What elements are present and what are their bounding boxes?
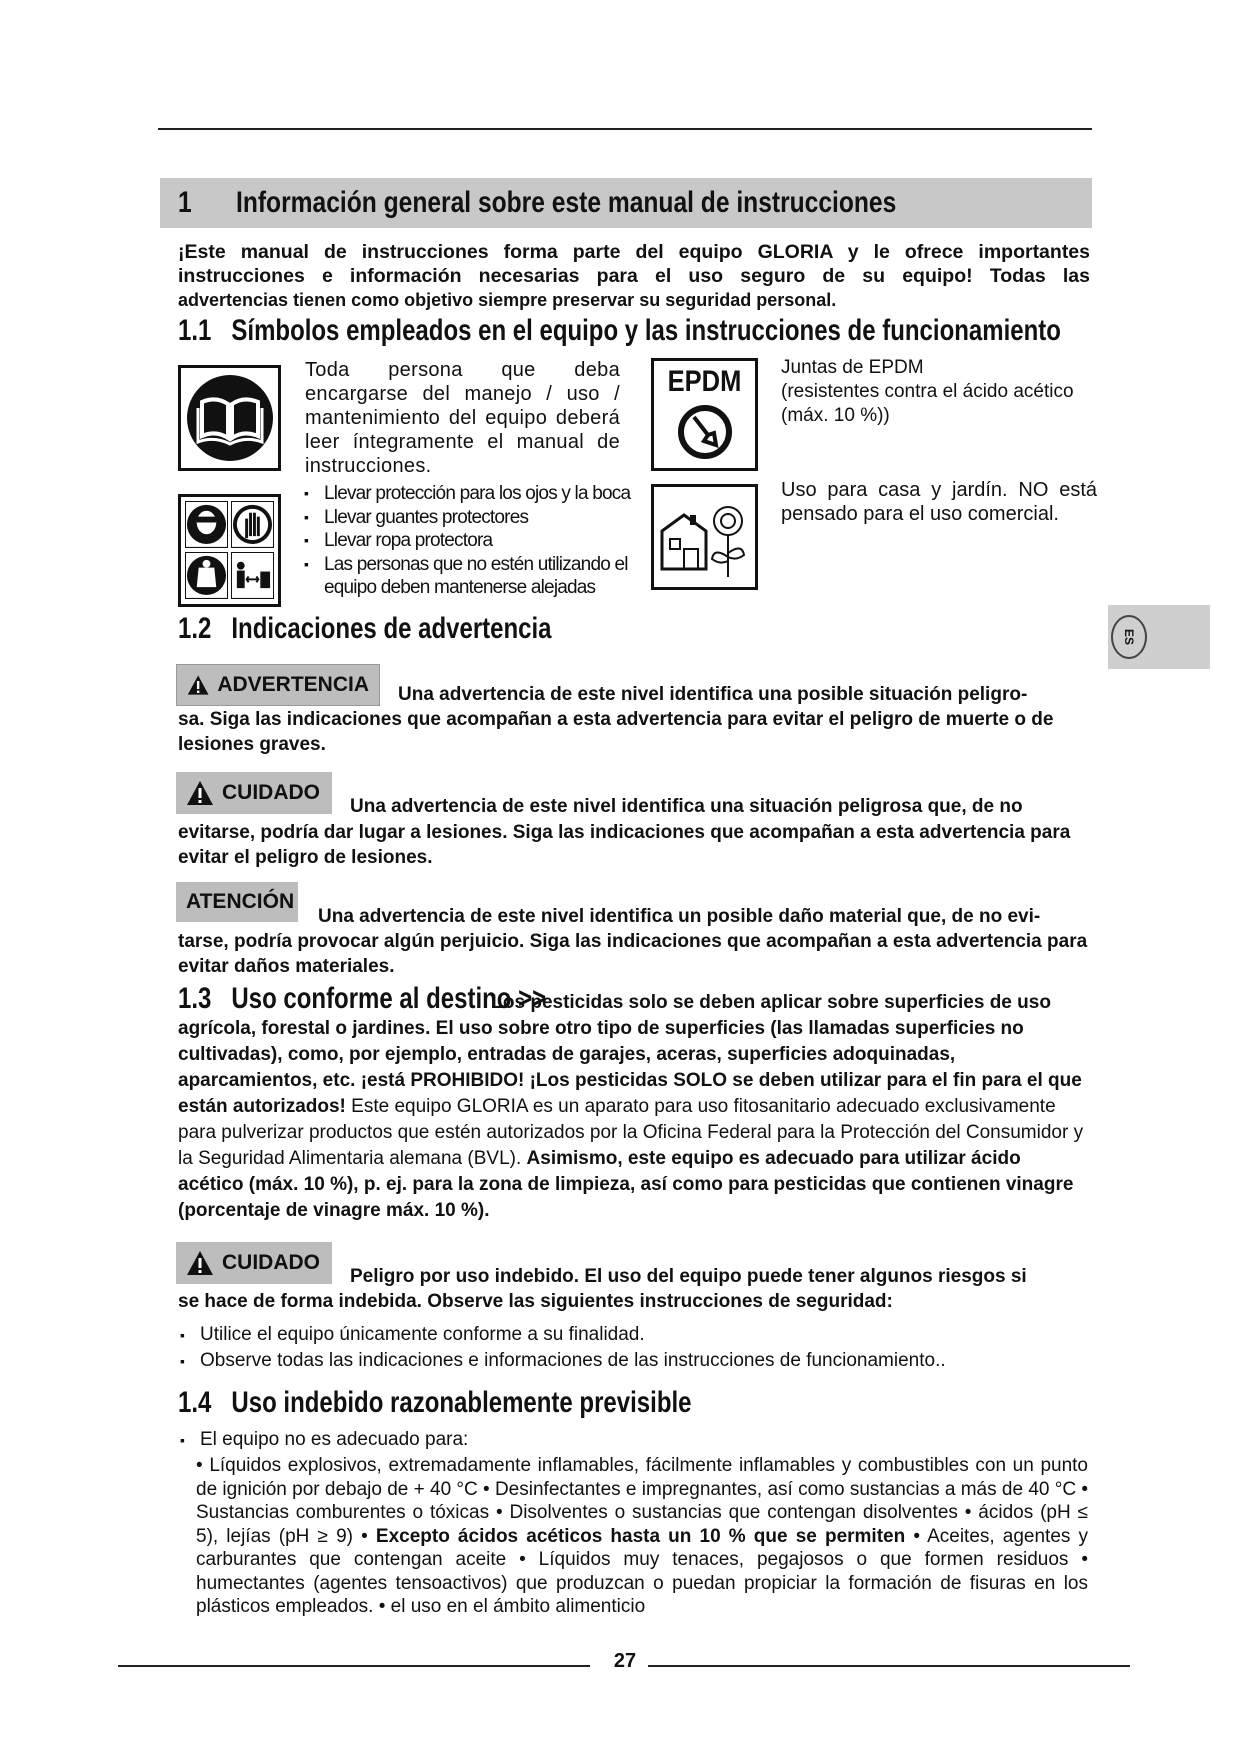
footer-rule-right xyxy=(648,1665,1130,1667)
face-protection-icon xyxy=(185,501,228,548)
page-number: 27 xyxy=(613,1650,637,1672)
read-manual-icon xyxy=(178,365,281,471)
atencion-text-rest: tarse, podría provocar algún perjuicio. Siga las indicaciones que acompañan a esta advertencia para evitar daños materiales. xyxy=(178,931,1088,977)
section-1-3: 1.3 Uso conforme al destino >> Los pesticidas solo se deben aplicar sobre superficies de uso agrícola, forestal o jardines. El uso sobre otro tipo de superficies (las llamadas superficies no cultivadas), como, por ejemplo, entradas de garajes, aceras, superficies adoquinadas, aparcamientos, etc. ¡está PROHIBIDO! ¡Los pesticidas SOLO se deben utilizar para el fin para el que están autorizados! Este equipo GLORIA es un aparato para uso fitosanitario adecuado exclusivamente para pulverizar productos que estén autorizados por la Oficina Federal para la Protección del Consumidor y la Seguridad Alimentaria alemana (BVL). Asimismo, este equipo es adecuado para utilizar ácido acético (máx. 10 %), p. ej. para la zona de limpieza, así como para pesticidas que contienen vinagre (porcentaje de vinagre máx. 10 %). xyxy=(178,982,1084,1221)
cuidado-2-text-line1: Peligro por uso indebido. El uso del equipo puede tener algunos riesgos si xyxy=(350,1266,1027,1287)
gloves-icon xyxy=(231,501,274,548)
section-1-number: 1 xyxy=(178,186,192,219)
ppe-icon-grid xyxy=(178,494,281,607)
footer-rule-left xyxy=(118,1665,590,1667)
section-1-intro: ¡Este manual de instrucciones forma parte del equipo GLORIA y le ofrece importantes instrucciones e información necesarias para el uso seguro de su equipo! Todas las advertencias tienen como objetivo siempre preservar su seguridad personal. xyxy=(178,241,1090,310)
cuidado-badge-2: CUIDADO xyxy=(176,1242,332,1284)
list-item: ▪ Observe todas las indicaciones e informaciones de las instrucciones de funcionamiento.. xyxy=(178,1348,1088,1374)
house-garden-icon xyxy=(651,484,758,590)
advertencia-text-rest: sa. Siga las indicaciones que acompañan a esta advertencia para evitar el peligro de muerte o de lesiones graves. xyxy=(178,709,1054,755)
ppe-list xyxy=(302,482,632,600)
top-rule xyxy=(158,128,1092,130)
manual-instruction-text: Toda persona que deba encargarse del manejo / uso / mantenimiento del equipo deberá leer íntegramente el manual de instrucciones. xyxy=(305,359,620,477)
ppe-item: ▪ Las personas que no estén utilizando el equipo deben mantenerse alejadas xyxy=(302,553,632,600)
list-item: ▪ El equipo no es adecuado para: xyxy=(178,1428,1088,1452)
language-tab-es: ES xyxy=(1108,605,1210,669)
atencion-badge: ATENCIÓN xyxy=(176,882,298,922)
cuidado-2-text-line2: se hace de forma indebida. Observe las siguientes instrucciones de seguridad: xyxy=(178,1291,893,1312)
cuidado-badge: CUIDADO xyxy=(176,772,332,814)
warning-triangle-icon xyxy=(186,780,214,806)
section-1-heading xyxy=(160,178,1092,228)
misuse-details: • Líquidos explosivos, extremadamente inflamables, fácilmente inflamables y combustibles con un punto de ignición por debajo de + 40 °C • Desinfectantes e impregnantes, así como sustancias a más de 40 °C • Sustancias comburentes o tóxicas • Disolventes o sustancias que contengan disolventes • ácidos (pH ≤ 5), lejías (pH ≥ 9) • Excepto ácidos acéticos hasta un 10 % que se permiten • Aceites, agentes y carburantes que contengan aceite • Líquidos muy tenaces, pegajosos o que formen residuos • humectantes (agentes tensoactivos) que produzcan o puedan propiciar la formación de fisuras en los plásticos empleados. • el uso en el ámbito alimenticio xyxy=(196,1455,1089,1617)
section-1-3-heading: 1.3 Uso conforme al destino >> xyxy=(178,982,547,1015)
section-1-4-heading: 1.4 Uso indebido razonablemente previsible xyxy=(178,1386,692,1419)
protective-clothing-icon xyxy=(185,552,228,599)
misuse-bullet xyxy=(178,1428,1088,1452)
list-item: ▪ Utilice el equipo únicamente conforme a su finalidad. xyxy=(178,1322,1088,1348)
ppe-item: ▪ Llevar ropa protectora xyxy=(302,529,632,553)
ppe-item: ▪ Llevar guantes protectores xyxy=(302,506,632,530)
section-1-2-heading: 1.2 Indicaciones de advertencia xyxy=(178,612,552,645)
cuidado-text-rest: evitarse, podría dar lugar a lesiones. Siga las indicaciones que acompañan a esta advertencia para evitar el peligro de lesiones. xyxy=(178,822,1071,868)
advertencia-text-line1: Una advertencia de este nivel identifica una posible situación peligro- xyxy=(398,684,1028,705)
warning-triangle-icon xyxy=(186,1250,214,1276)
atencion-text-line1: Una advertencia de este nivel identifica un posible daño material que, de no evi- xyxy=(318,906,1041,927)
garden-use-text: Uso para casa y jardín. NO está pensado para el uso comercial. xyxy=(781,479,1097,525)
warning-triangle-icon xyxy=(187,672,209,698)
cuidado-text-line1: Una advertencia de este nivel identifica una situación peligrosa que, de no xyxy=(350,796,1023,817)
epdm-description: Juntas de EPDM (resistentes contra el ácido acético (máx. 10 %)) xyxy=(781,357,1074,426)
keep-distance-icon xyxy=(231,552,274,599)
ppe-item: ▪ Llevar protección para los ojos y la boca xyxy=(302,482,632,506)
epdm-icon: EPDM xyxy=(651,358,758,471)
usage-bullets xyxy=(178,1322,1088,1374)
section-1-1-heading: 1.1 Símbolos empleados en el equipo y las instrucciones de funcionamiento xyxy=(178,314,1061,347)
advertencia-badge: ADVERTENCIA xyxy=(176,664,380,706)
section-1-title: Información general sobre este manual de instrucciones xyxy=(236,186,897,219)
